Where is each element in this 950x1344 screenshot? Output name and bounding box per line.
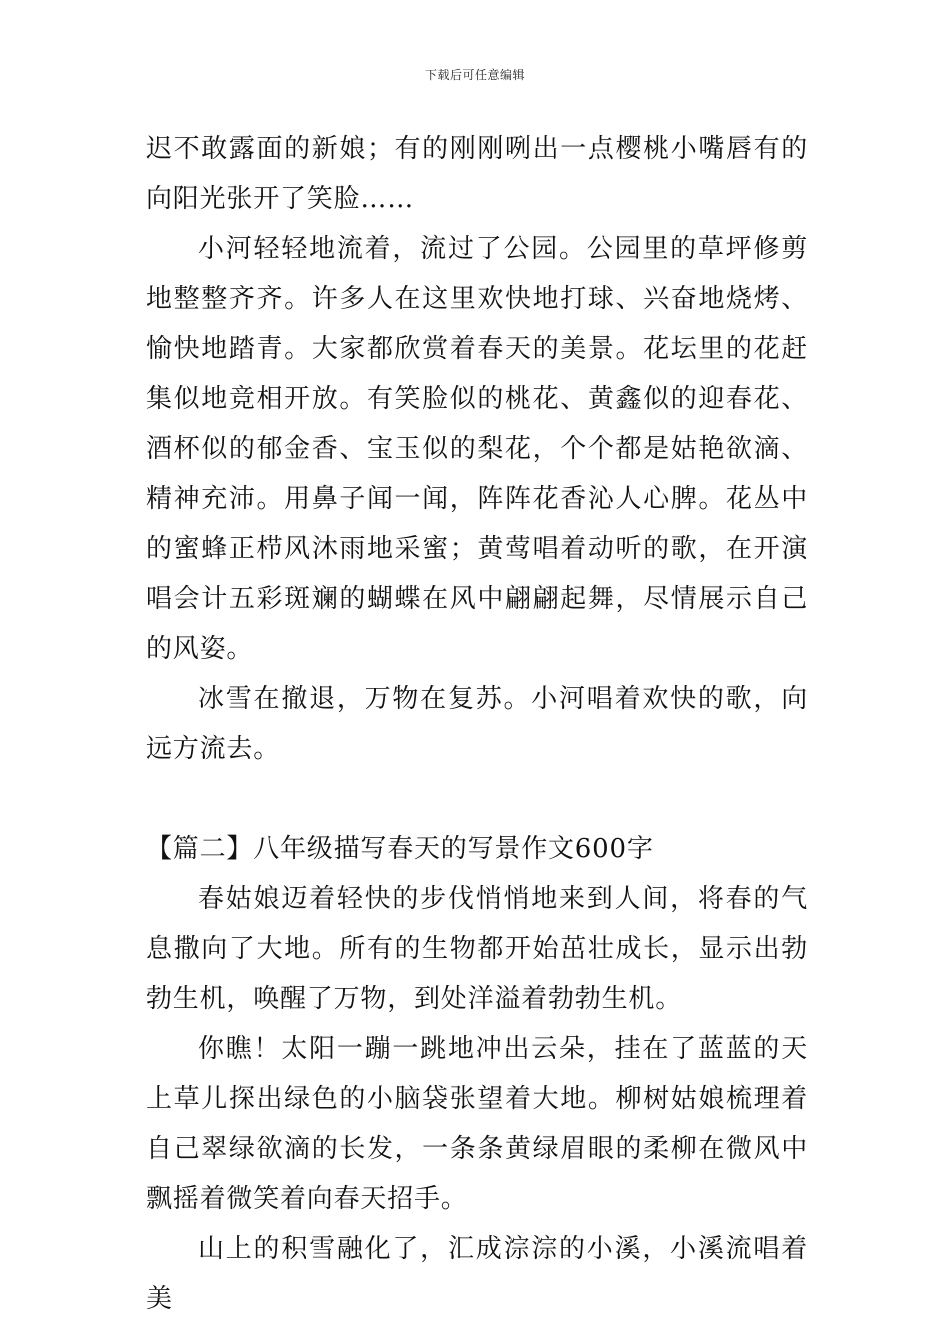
paragraph-continuation: 迟不敢露面的新娘；有的刚刚咧出一点樱桃小嘴唇有的向阳光张开了笑脸…… xyxy=(146,134,808,214)
header-note: 下载后可任意编辑 xyxy=(424,68,525,82)
paragraph-spring-girl: 春姑娘迈着轻快的步伐悄悄地来到人间，将春的气息撒向了大地。所有的生物都开始茁壮成长，显示出勃勃生机，唤醒了万物，到处洋溢着勃勃生机。 xyxy=(146,884,808,1014)
paragraph-park: 小河轻轻地流着，流过了公园。公园里的草坪修剪地整整齐齐。许多人在这里欢快地打球、兴奋地烧烤、愉快地踏青。大家都欣赏着春天的美景。花坛里的花赶集似地竞相开放。有笑脸似的桃花、黄鑫似的迎春花、酒杯似的郁金香、宝玉似的梨花，个个都是姑艳欲滴、精神充沛。用鼻子闻一闻，阵阵花香沁人心脾。花丛中的蜜蜂正栉风沐雨地采蜜；黄莺唱着动听的歌，在开演唱会计五彩斑斓的蝴蝶在风中翩翩起舞，尽情展示自己的风姿。 xyxy=(146,234,808,664)
paragraph-snow: 山上的积雪融化了，汇成淙淙的小溪，小溪流唱着美 xyxy=(146,1234,808,1314)
paragraph-look: 你瞧！太阳一蹦一跳地冲出云朵，挂在了蓝蓝的天上草儿探出绿色的小脑袋张望着大地。柳树姑娘梳理着自己翠绿欲滴的长发，一条条黄绿眉眼的柔柳在微风中飘摇着微笑着向春天招手。 xyxy=(146,1034,808,1214)
paragraph-river: 冰雪在撤退，万物在复苏。小河唱着欢快的歌，向远方流去。 xyxy=(146,684,808,764)
document-body xyxy=(146,124,808,1324)
section-heading: 【篇二】八年级描写春天的写景作文600字 xyxy=(146,834,654,864)
